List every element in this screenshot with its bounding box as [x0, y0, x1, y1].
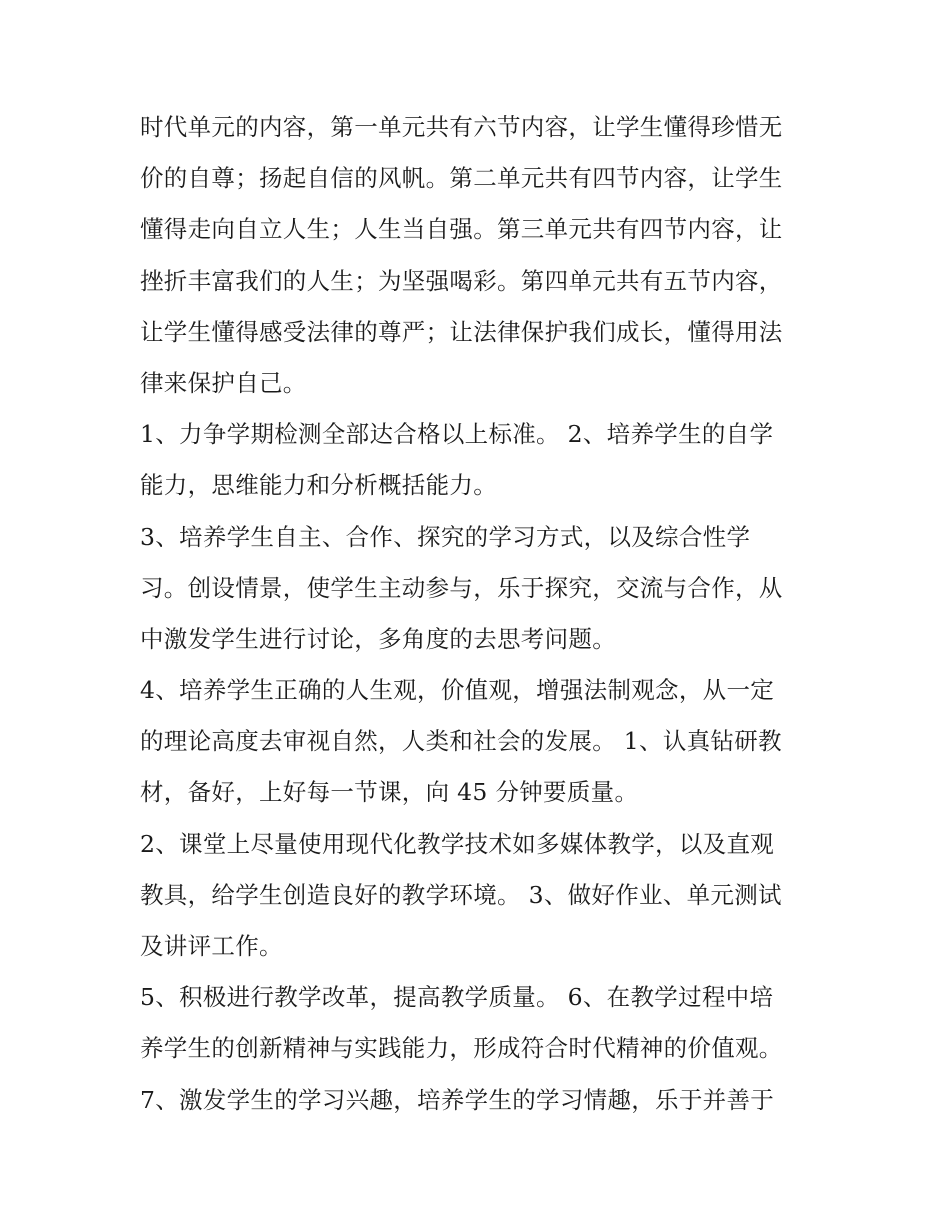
- text-line-16: 教具，给学生创造良好的教学环境。 3、做好作业、单元测试: [140, 880, 782, 909]
- text-line-1: 时代单元的内容，第一单元共有六节内容，让学生懂得珍惜无: [140, 113, 783, 141]
- text-line-12: 4、培养学生正确的人生观，价值观，增强法制观念，从一定: [140, 676, 775, 705]
- text-line-20: 7、激发学生的学习兴趣，培养学生的学习情趣，乐于并善于: [140, 1085, 775, 1114]
- text-line-17: 及讲评工作。: [140, 932, 283, 960]
- text-line-9: 3、培养学生自主、合作、探究的学习方式，以及综合性学: [140, 522, 751, 551]
- document-body: [140, 102, 820, 1126]
- text-line-4: 挫折丰富我们的人生；为坚强喝彩。第四单元共有五节内容，: [140, 266, 783, 295]
- text-line-5: 让学生懂得感受法律的尊严；让法律保护我们成长，懂得用法: [140, 317, 783, 346]
- text-line-8: 能力，思维能力和分析概括能力。: [140, 471, 497, 500]
- text-line-6: 律来保护自己。: [140, 368, 307, 397]
- text-line-10: 习。创设情景，使学生主动参与，乐于探究，交流与合作，从: [140, 573, 783, 602]
- text-line-18: 5、积极进行教学改革，提高教学质量。 6、在教学过程中培: [140, 983, 774, 1012]
- text-line-19: 养学生的创新精神与实践能力，形成符合时代精神的价值观。: [140, 1034, 783, 1063]
- text-line-2: 价的自尊；扬起自信的风帆。第二单元共有四节内容，让学生: [140, 164, 783, 193]
- text-line-14: 材，备好，上好每一节课，向 45 分钟要质量。: [140, 778, 639, 807]
- text-line-15: 2、课堂上尽量使用现代化教学技术如多媒体教学，以及直观: [140, 829, 775, 858]
- text-line-11: 中激发学生进行讨论，多角度的去思考问题。: [140, 624, 616, 653]
- text-line-7: 1、力争学期检测全部达合格以上标准。 2、培养学生的自学: [140, 420, 774, 449]
- text-line-13: 的理论高度去审视自然，人类和社会的发展。 1、认真钻研教: [140, 727, 782, 756]
- text-line-3: 懂得走向自立人生；人生当自强。第三单元共有四节内容，让: [140, 215, 783, 244]
